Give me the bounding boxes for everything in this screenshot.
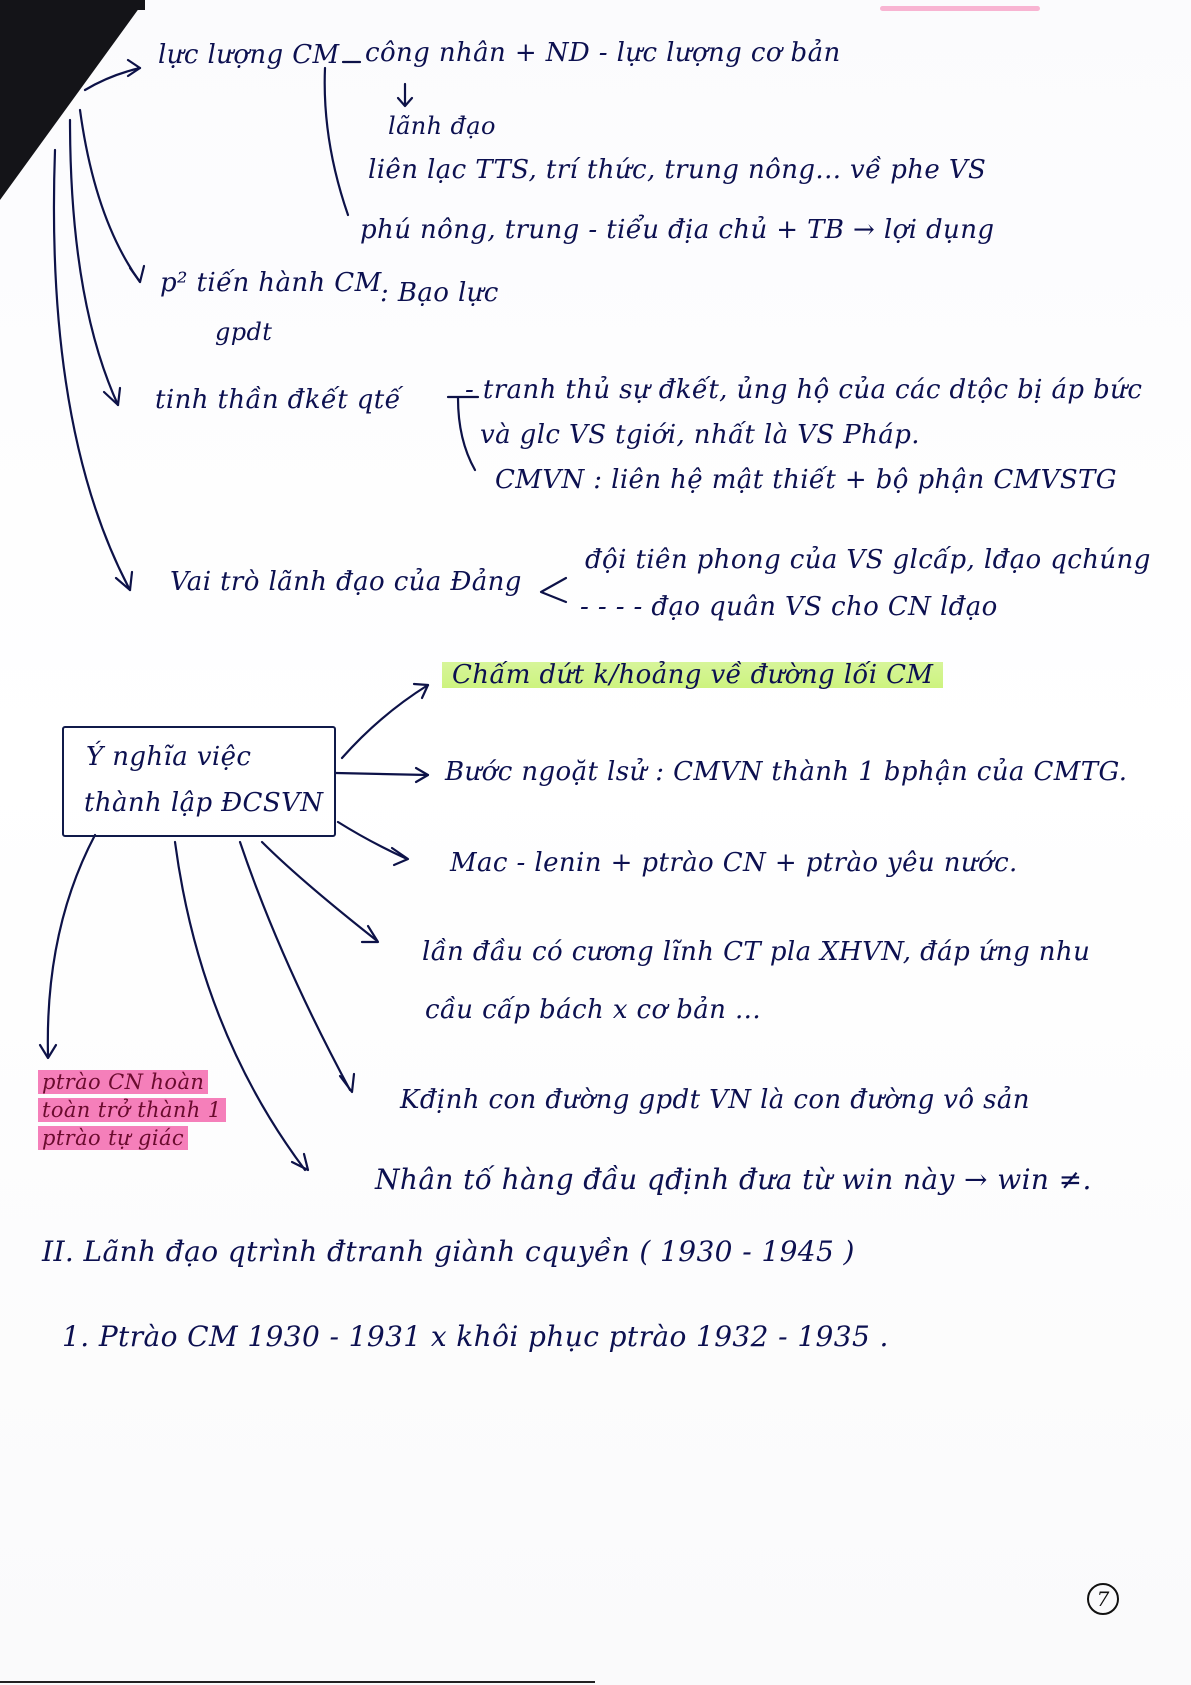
folded-corner bbox=[0, 0, 145, 200]
top-pink-mark bbox=[880, 6, 1040, 11]
section-heading-ii: II. Lãnh đạo qtrình đtranh giành cquyền ( 1930 - 1945 ) bbox=[42, 1235, 855, 1268]
note-phu-nong: phú nông, trung - tiểu địa chủ + TB → lợi dụng bbox=[360, 215, 995, 245]
note-dao-quan: - - - - đạo quân VS cho CN lđạo bbox=[580, 592, 998, 622]
note-luc-luong: lực lượng CM bbox=[158, 40, 340, 70]
note-bao-luc: : Bạo lực bbox=[380, 278, 499, 308]
note-p2: p² tiến hành CM bbox=[160, 268, 382, 298]
note-lien-lac: liên lạc TTS, trí thức, trung nông... về phe VS bbox=[368, 155, 987, 185]
meaning-4a: lần đầu có cương lĩnh CT pla XHVN, đáp ứng nhu bbox=[422, 937, 1091, 967]
note-cmvn-lien-he: CMVN : liên hệ mật thiết + bộ phận CMVSTG bbox=[495, 465, 1117, 495]
note-gpdt: gpdt bbox=[215, 318, 273, 346]
meaning-2: Bước ngoặt lsử : CMVN thành 1 bphận của CMTG. bbox=[445, 757, 1128, 787]
y-nghia-box bbox=[62, 726, 336, 837]
note-cong-nhan: công nhân + ND - lực lượng cơ bản bbox=[365, 38, 841, 68]
side-note-line1: ptrào CN hoàn bbox=[38, 1070, 208, 1094]
bottom-edge-line bbox=[0, 1681, 595, 1683]
meaning-1-highlight: Chấm dứt k/hoảng về đường lối CM bbox=[442, 658, 943, 692]
meaning-3: Mac - lenin + ptrào CN + ptrào yêu nước. bbox=[450, 848, 1018, 878]
meaning-1 bbox=[442, 660, 943, 690]
subsection-1: 1. Ptrào CM 1930 - 1931 x khôi phục ptrào 1932 - 1935 . bbox=[62, 1320, 889, 1353]
meaning-4b: cầu cấp bách x cơ bản ... bbox=[425, 995, 761, 1025]
note-vai-tro: Vai trò lãnh đạo của Đảng bbox=[170, 567, 522, 597]
side-note-line2: toàn trở thành 1 bbox=[38, 1098, 226, 1122]
box-title-line1: Ý nghĩa việc bbox=[86, 742, 252, 772]
box-title-line2: thành lập ĐCSVN bbox=[84, 788, 324, 818]
note-tranh-thu: - tranh thủ sự đkết, ủng hộ của các dtộc bị áp bức bbox=[465, 375, 1143, 405]
note-va-glc: và glc VS tgiới, nhất là VS Pháp. bbox=[480, 420, 920, 450]
note-doi-tien-phong: đội tiên phong của VS glcấp, lđạo qchúng bbox=[585, 545, 1151, 575]
side-note-line3: ptrào tự giác bbox=[38, 1126, 188, 1150]
note-lanh-dao: lãnh đạo bbox=[388, 112, 496, 140]
meaning-5: Kđịnh con đường gpdt VN là con đường vô sản bbox=[400, 1085, 1030, 1115]
note-tinh-than: tinh thần đkết qtế bbox=[155, 385, 402, 415]
side-note bbox=[38, 1070, 226, 1154]
meaning-6: Nhân tố hàng đầu qđịnh đưa từ win này → win ≠. bbox=[375, 1163, 1092, 1196]
page-number: 7 bbox=[1087, 1583, 1119, 1615]
